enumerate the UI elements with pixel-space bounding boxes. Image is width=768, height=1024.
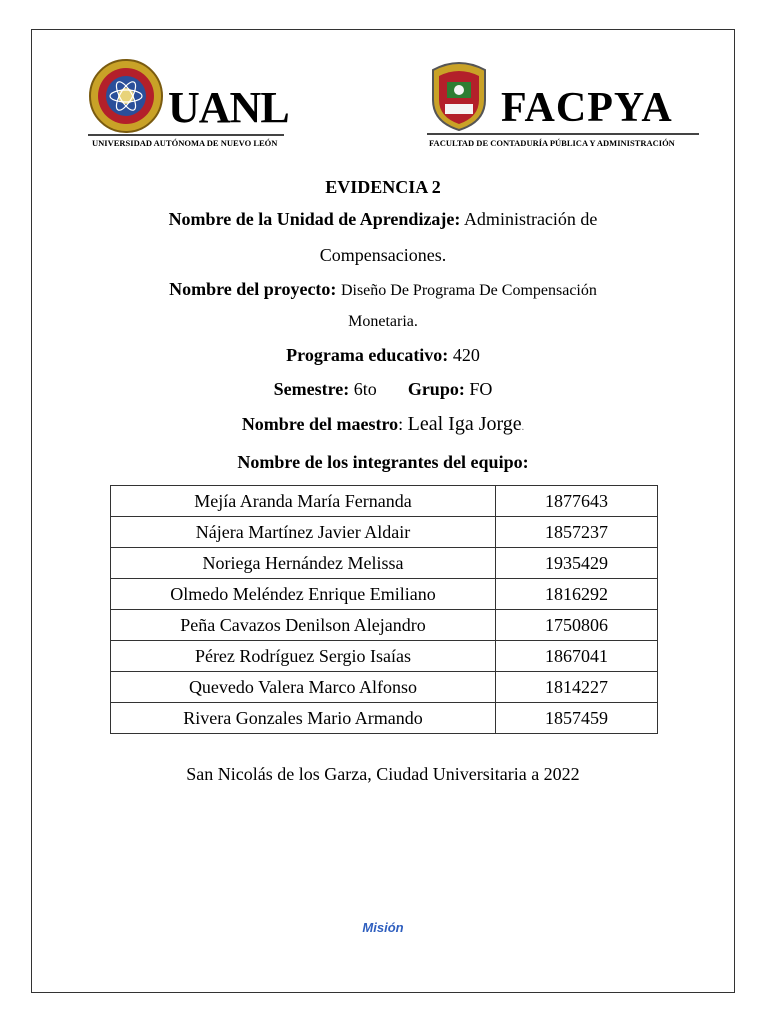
member-id: 1857459 [496, 703, 658, 734]
member-name: Olmedo Meléndez Enrique Emiliano [111, 579, 496, 610]
mision-link[interactable]: Misión [362, 920, 404, 935]
programa-label: Programa educativo: [286, 345, 449, 365]
uanl-rule [88, 134, 284, 136]
unidad-label: Nombre de la Unidad de Aprendizaje: [168, 209, 461, 229]
table-row [111, 486, 658, 517]
uanl-seal-icon [88, 58, 164, 134]
programa-line [31, 345, 735, 366]
member-name: Pérez Rodríguez Sergio Isaías [111, 641, 496, 672]
unidad-line [31, 209, 735, 230]
uanl-caption: UNIVERSIDAD AUTÓNOMA DE NUEVO LEÓN [92, 138, 278, 148]
maestro-trailing: . [521, 422, 525, 433]
members-table [110, 485, 658, 734]
member-id: 1857237 [496, 517, 658, 548]
maestro-label: Nombre del maestro [241, 414, 399, 434]
maestro-colon: : [398, 414, 404, 434]
member-id: 1867041 [496, 641, 658, 672]
table-row [111, 610, 658, 641]
proyecto-value: Diseño De Programa De Compensación [340, 282, 597, 299]
facpya-shield-icon [427, 60, 491, 132]
proyecto-value-continued: Monetaria. [348, 313, 418, 330]
maestro-value: Leal Iga Jorge [407, 413, 522, 435]
table-row [111, 672, 658, 703]
uanl-logo [88, 58, 288, 158]
table-row [111, 517, 658, 548]
table-row [111, 548, 658, 579]
member-id: 1935429 [496, 548, 658, 579]
facpya-caption: FACULTAD DE CONTADURÍA PÚBLICA Y ADMINISTRACIÓN [429, 138, 675, 148]
semestre-label: Semestre: [273, 379, 350, 399]
document-title: EVIDENCIA 2 [325, 177, 441, 197]
member-id: 1750806 [496, 610, 658, 641]
unidad-value: Administración de [463, 209, 598, 229]
member-name: Quevedo Valera Marco Alfonso [111, 672, 496, 703]
location-date: San Nicolás de los Garza, Ciudad Universitaria a 2022 [186, 764, 580, 784]
member-name: Nájera Martínez Javier Aldair [111, 517, 496, 548]
proyecto-line [31, 279, 735, 300]
proyecto-label: Nombre del proyecto: [169, 279, 337, 299]
semestre-grupo-line [31, 379, 735, 400]
member-name: Peña Cavazos Denilson Alejandro [111, 610, 496, 641]
facpya-logo [425, 60, 705, 155]
member-id: 1814227 [496, 672, 658, 703]
uanl-wordmark: UANL [168, 83, 289, 132]
member-name: Mejía Aranda María Fernanda [111, 486, 496, 517]
facpya-wordmark: FACPYA [501, 85, 673, 131]
programa-value: 420 [452, 345, 480, 365]
unidad-value-continued: Compensaciones. [319, 245, 447, 265]
integrantes-heading: Nombre de los integrantes del equipo: [237, 452, 529, 472]
grupo-value: FO [469, 379, 493, 399]
member-id: 1816292 [496, 579, 658, 610]
grupo-label: Grupo: [407, 379, 465, 399]
facpya-rule [427, 133, 699, 135]
member-id: 1877643 [496, 486, 658, 517]
table-row [111, 579, 658, 610]
maestro-line [31, 413, 735, 436]
table-row [111, 641, 658, 672]
semestre-value: 6to [353, 379, 377, 399]
member-name: Noriega Hernández Melissa [111, 548, 496, 579]
member-name: Rivera Gonzales Mario Armando [111, 703, 496, 734]
table-row [111, 703, 658, 734]
